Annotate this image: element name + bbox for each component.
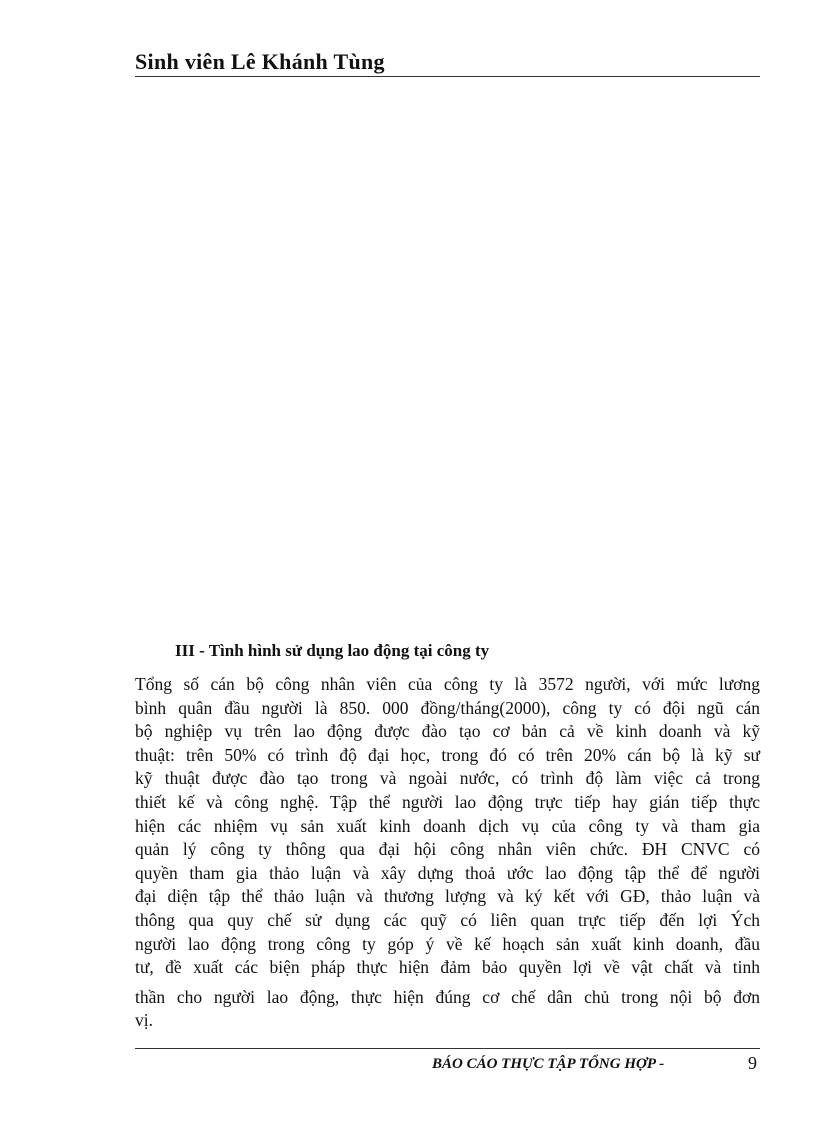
paragraph-line: vị.	[135, 1010, 153, 1031]
footer-report-title: BÁO CÁO THỰC TẬP TỔNG HỢP -	[432, 1056, 665, 1072]
header-divider	[135, 76, 760, 77]
paragraph-line: người lao động trong công ty góp ý về kế hoạch sản xuất kinh doanh, đầu	[135, 933, 760, 954]
page-number: 9	[748, 1053, 757, 1073]
paragraph-line: hiện các nhiệm vụ sản xuất kinh doanh dịch vụ của công ty và tham gia	[135, 815, 760, 836]
paragraph-line: quản lý công ty thông qua đại hội công nhân viên chức. ĐH CNVC có	[135, 839, 760, 860]
footer-divider	[135, 1048, 760, 1049]
paragraph-line: bộ nghiệp vụ trên lao động được đào tạo cơ bản cả về kinh doanh và kỹ	[135, 721, 760, 742]
body-paragraph	[135, 673, 760, 1033]
paragraph-line: quyền tham gia thảo luận và xây dựng thoả ước lao động tập thể để người	[135, 862, 760, 883]
page-header-title: Sinh viên Lê Khánh Tùng	[135, 49, 385, 74]
paragraph-line: thông qua quy chế sử dụng các quỹ có liên quan trực tiếp đến lợi Ých	[135, 909, 760, 930]
paragraph-line: Tổng số cán bộ công nhân viên của công ty là 3572 người, với mức lương	[135, 674, 760, 694]
paragraph-line: thiết kế và công nghệ. Tập thể người lao động trực tiếp hay gián tiếp thực	[135, 791, 760, 812]
paragraph-line: đại diện tập thể thảo luận và thương lượng và ký kết với GĐ, thảo luận và	[135, 886, 760, 907]
paragraph-line: thần cho người lao động, thực hiện đúng cơ chế dân chủ trong nội bộ đơn	[135, 986, 760, 1007]
paragraph-line: kỹ thuật được đào tạo trong và ngoài nước, có trình độ làm việc cả trong	[135, 768, 760, 789]
paragraph-line: thuật: trên 50% có trình độ đại học, trong đó có trên 20% cán bộ là kỹ sư	[135, 744, 760, 765]
section-heading: III - Tình hình sử dụng lao động tại công ty	[175, 641, 490, 660]
paragraph-line: tư, đề xuất các biện pháp thực hiện đảm bảo quyền lợi về vật chất và tinh	[135, 957, 760, 978]
paragraph-line: bình quân đầu người là 850. 000 đồng/tháng(2000), công ty có đội ngũ cán	[135, 697, 760, 718]
